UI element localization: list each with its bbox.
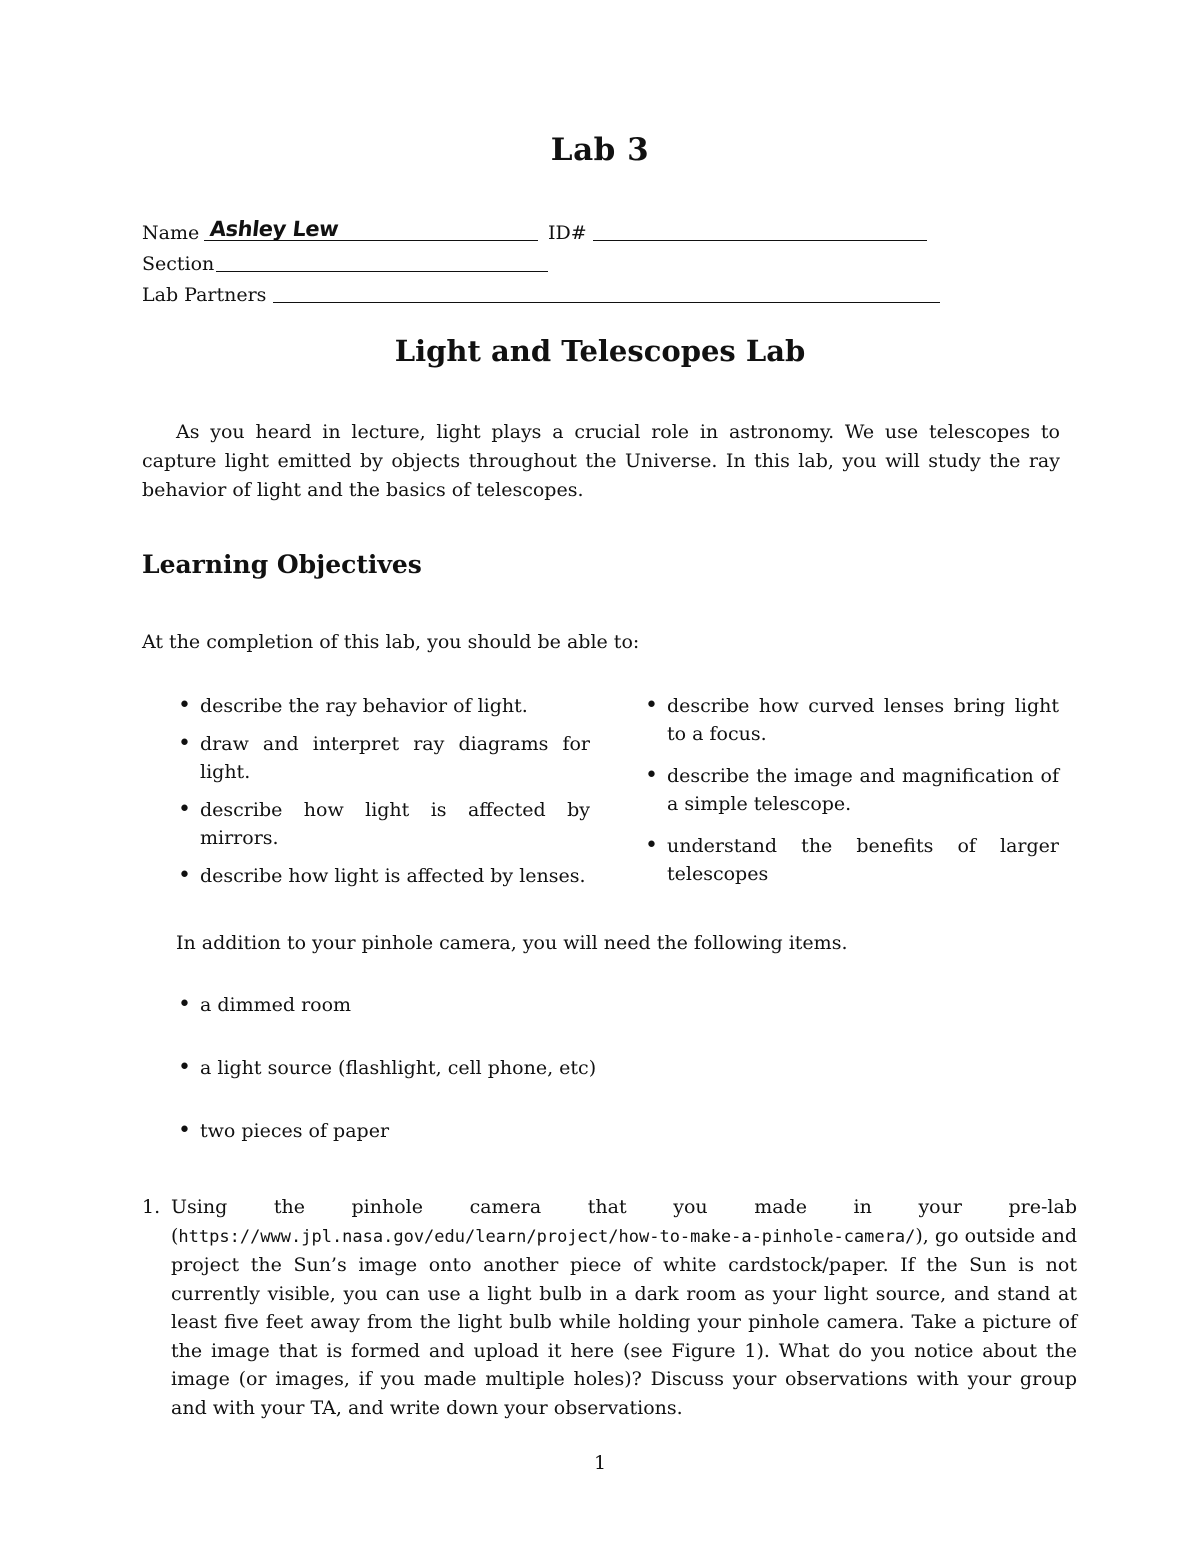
- list-item: • a light source (flashlight, cell phone, etc): [176, 1054, 776, 1082]
- items-lead: In addition to your pinhole camera, you will need the following items.: [176, 932, 848, 954]
- objectives-right-list: [643, 692, 1059, 902]
- question-text-start: Using the pinhole camera that you made in your pre-lab (: [171, 1196, 1077, 1247]
- main-title: Light and Telescopes Lab: [394, 334, 806, 368]
- partners-underline[interactable]: [273, 302, 940, 303]
- list-item: • describe how curved lenses bring light to a focus.: [643, 692, 1059, 748]
- list-item: • describe how light is affected by mirrors.: [176, 796, 590, 852]
- list-item: • two pieces of paper: [176, 1117, 776, 1145]
- pinhole-camera-link[interactable]: https://www.jpl.nasa.gov/edu/learn/project/how-to-make-a-pinhole-camera/: [178, 1226, 916, 1247]
- list-item: • describe how light is affected by lenses.: [176, 862, 590, 890]
- list-item: • understand the benefits of larger telescopes: [643, 832, 1059, 888]
- question-number: 1.: [142, 1196, 161, 1218]
- name-value[interactable]: Ashley Lew: [208, 217, 340, 241]
- objectives-lead: At the completion of this lab, you should be able to:: [142, 631, 640, 653]
- lab-title: Lab 3: [550, 132, 650, 168]
- list-item: • describe the ray behavior of light.: [176, 692, 590, 720]
- question-text-end: ), go outside and project the Sun’s image onto another piece of white cardstock/paper. If the Sun is not currently visible, you can use a light bulb in a dark room as your light source, and stand at least five feet away from the light bulb while holding your pinhole camera. Take a picture of the image that is formed and upload it here (see Figure 1). What do you notice about the image (or images, if you made multiple holes)? Discuss your observations with your group and with your TA, and write down your observations.: [171, 1224, 1077, 1419]
- section-label: Section: [142, 253, 215, 275]
- partners-label: Lab Partners: [142, 284, 267, 306]
- page-number: 1: [593, 1452, 607, 1474]
- list-item: • describe the image and magnification of a simple telescope.: [643, 762, 1059, 818]
- list-item: • draw and interpret ray diagrams for light.: [176, 730, 590, 786]
- items-list: [176, 991, 776, 1180]
- id-underline[interactable]: [593, 240, 927, 241]
- name-label: Name: [142, 222, 200, 244]
- id-label: ID#: [548, 222, 587, 244]
- list-item: • a dimmed room: [176, 991, 776, 1019]
- objectives-left-list: [176, 692, 590, 900]
- section-underline[interactable]: [216, 271, 548, 272]
- intro-paragraph: As you heard in lecture, light plays a crucial role in astronomy. We use telescopes to capture light emitted by objects throughout the Universe. In this lab, you will study the ray behavior of light and the basics of telescopes.: [142, 421, 1060, 501]
- question-1-text: [171, 1193, 1077, 1422]
- objectives-heading: Learning Objectives: [142, 550, 422, 579]
